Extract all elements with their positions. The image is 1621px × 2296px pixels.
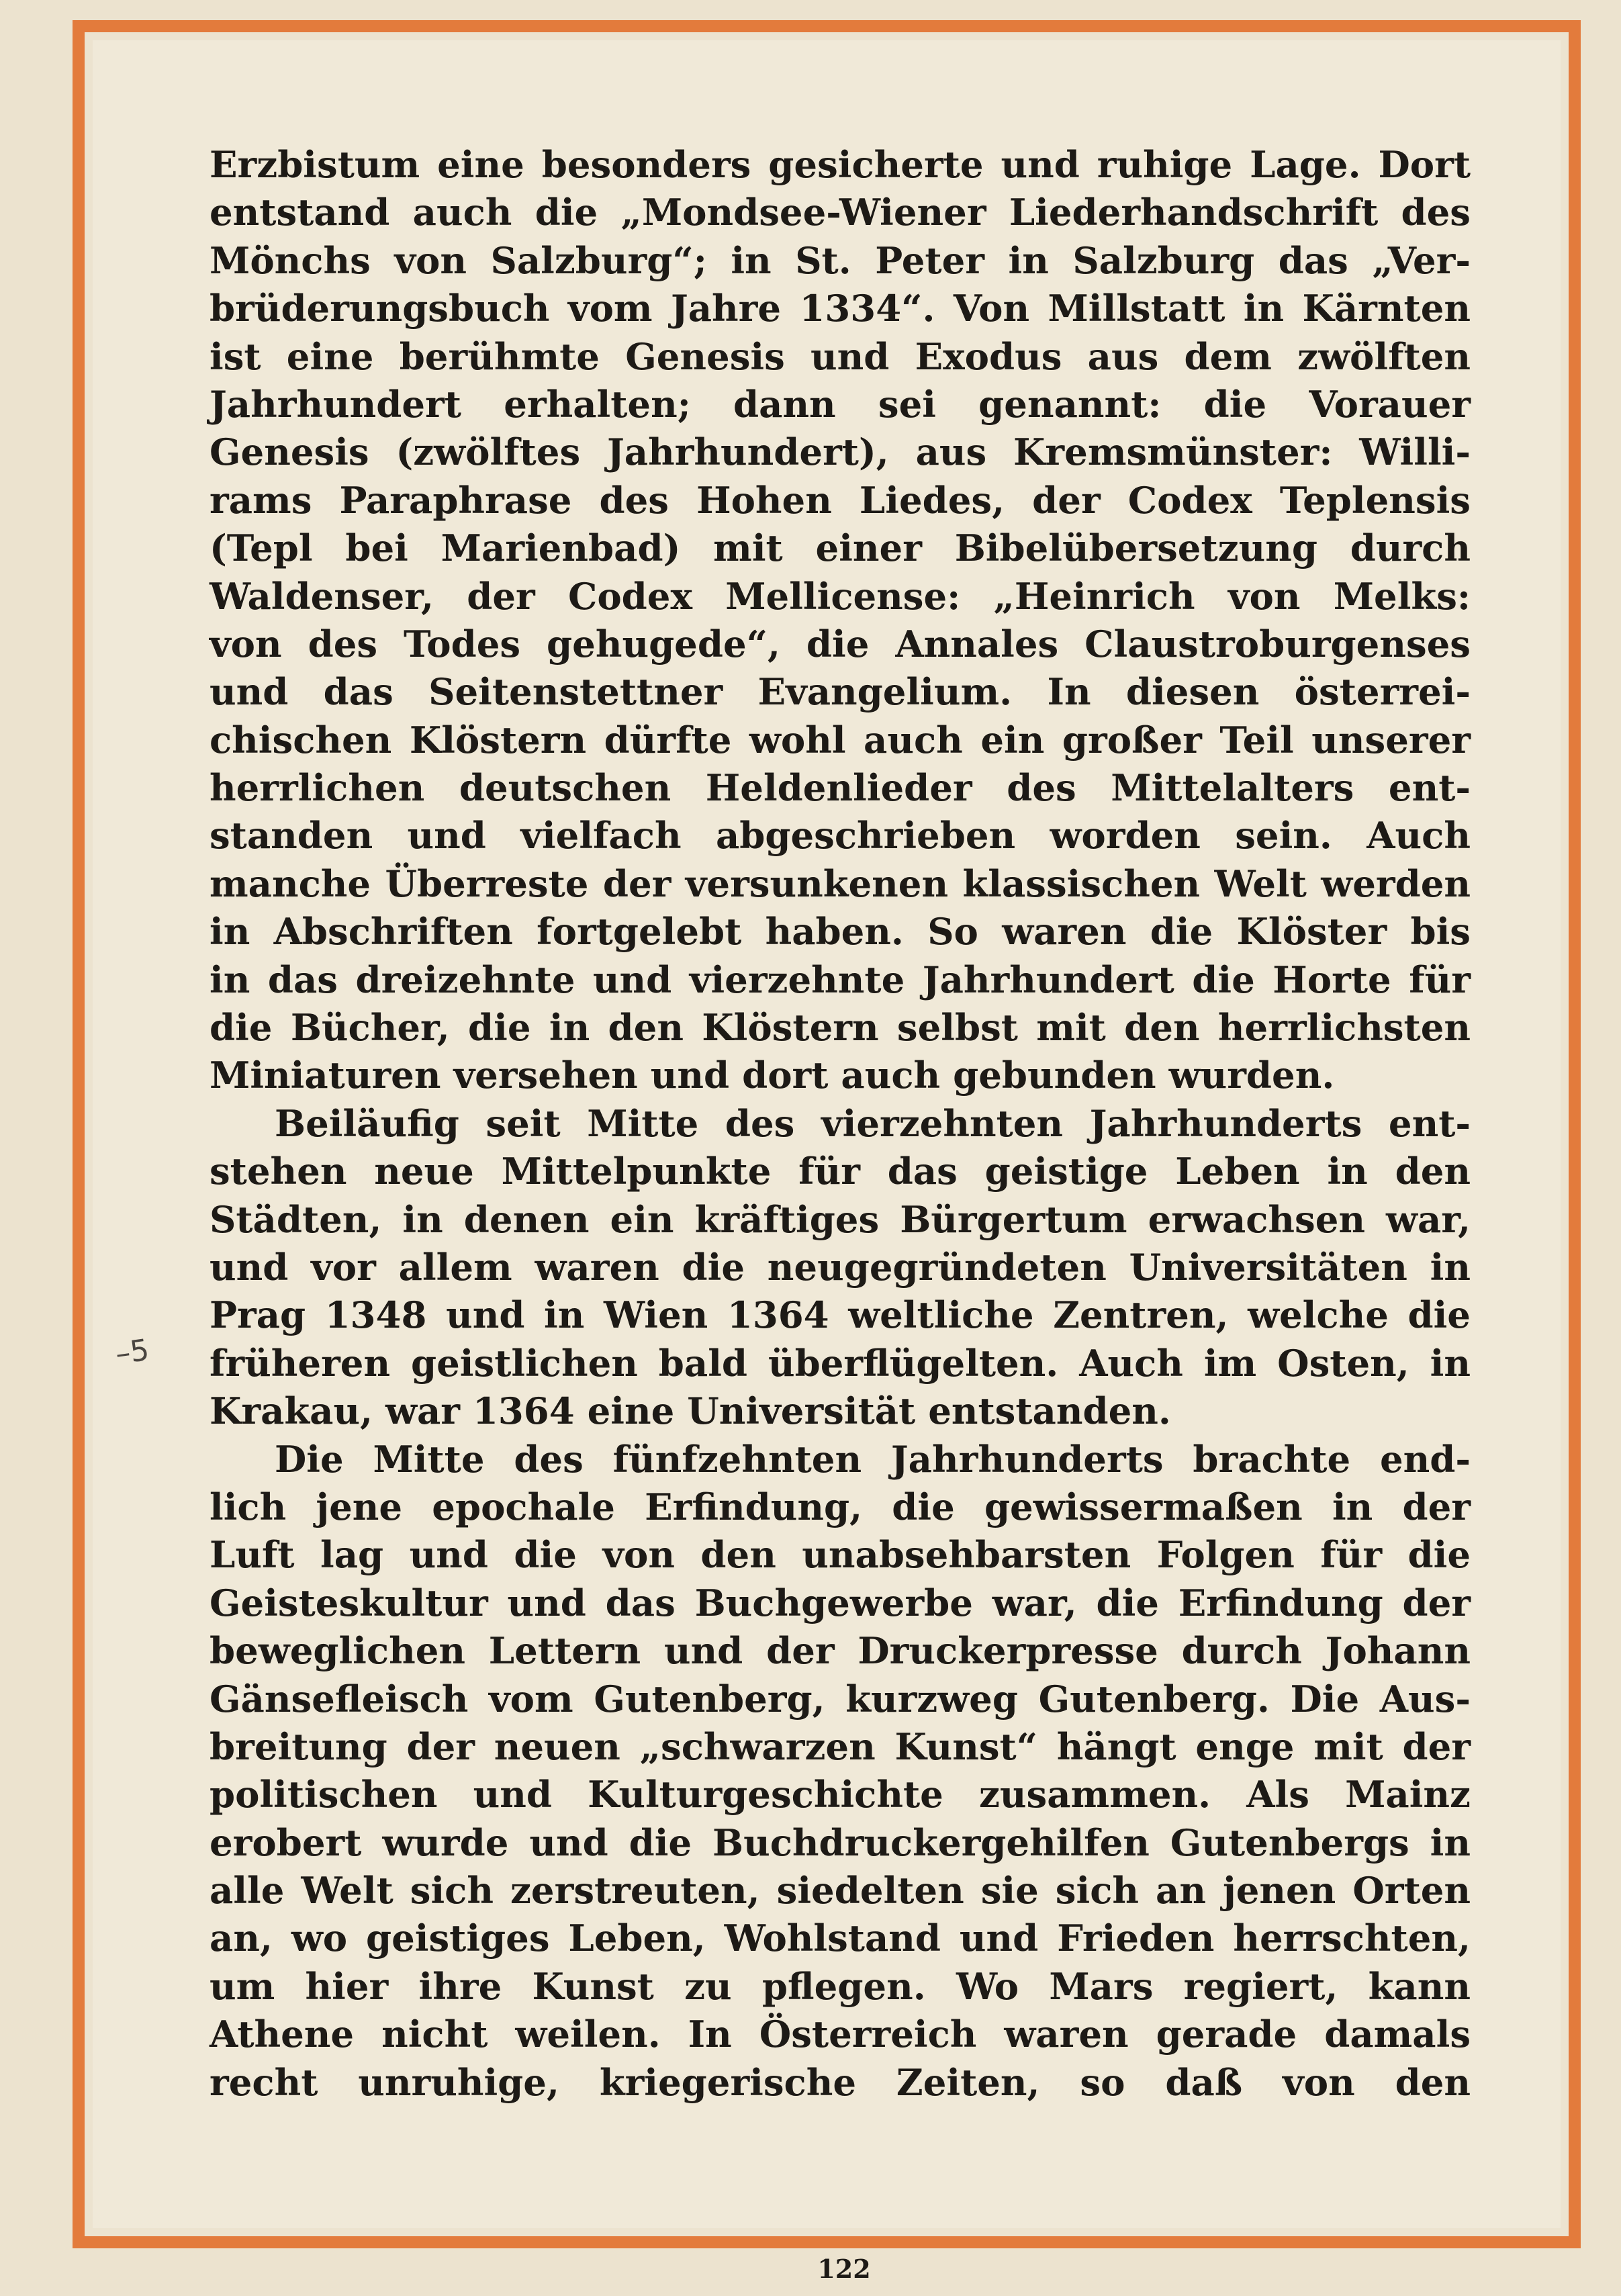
text-line: Krakau, war 1364 eine Universität entstanden. <box>210 1389 1171 1433</box>
text-line: in Abschriften fortgelebt haben. So waren die Klöster bis <box>210 910 1471 954</box>
text-line: Genesis (zwölftes Jahrhundert), aus Kremsmünster: Willi- <box>210 430 1471 474</box>
text-line: die Bücher, die in den Klöstern selbst mit den herrlichsten <box>210 1006 1471 1050</box>
body-text <box>210 141 1471 2107</box>
text-line: ist eine berühmte Genesis und Exodus aus dem zwölften <box>210 334 1471 378</box>
text-line: Die Mitte des fünfzehnten Jahrhunderts brachte end- <box>275 1437 1471 1481</box>
paragraph-1 <box>210 141 1471 1100</box>
text-line: Geisteskultur und das Buchgewerbe war, die Erfindung der <box>210 1581 1471 1624</box>
text-line: und vor allem waren die neugegründeten Universitäten in <box>210 1245 1471 1289</box>
text-line: recht unruhige, kriegerische Zeiten, so daß von den <box>210 2060 1471 2104</box>
text-line: beweglichen Lettern und der Druckerpresse durch Johann <box>210 1629 1471 1673</box>
paragraph-2 <box>210 1100 1471 1436</box>
text-line: stehen neue Mittelpunkte für das geistige Leben in den <box>210 1150 1471 1193</box>
paragraph-3 <box>210 1436 1471 2107</box>
text-line: manche Überreste der versunkenen klassischen Welt werden <box>210 862 1471 905</box>
text-line: erobert wurde und die Buchdruckergehilfen Gutenbergs in <box>210 1821 1471 1864</box>
text-line: Athene nicht weilen. In Österreich waren gerade damals <box>210 2013 1471 2056</box>
text-line: Mönchs von Salzburg“; in St. Peter in Salzburg das „Ver- <box>210 238 1471 282</box>
text-line: breitung der neuen „schwarzen Kunst“ hängt enge mit der <box>210 1725 1471 1768</box>
text-line: alle Welt sich zerstreuten, siedelten sie sich an jenen Orten <box>210 1869 1471 1913</box>
text-line: politischen und Kulturgeschichte zusammen. Als Mainz <box>210 1773 1471 1817</box>
text-line: Prag 1348 und in Wien 1364 weltliche Zentren, welche die <box>210 1293 1471 1337</box>
page-number: 122 <box>817 2254 871 2284</box>
text-line: in das dreizehnte und vierzehnte Jahrhundert die Horte für <box>210 958 1471 1001</box>
text-line: von des Todes gehugede“, die Annales Claustroburgenses <box>210 622 1471 665</box>
text-line: und das Seitenstettner Evangelium. In diesen österrei- <box>210 670 1471 714</box>
text-line: standen und vielfach abgeschrieben worden sein. Auch <box>210 814 1471 858</box>
text-line: Luft lag und die von den unabsehbarsten Folgen für die <box>210 1533 1471 1577</box>
text-line: um hier ihre Kunst zu pflegen. Wo Mars regiert, kann <box>210 1964 1471 2008</box>
text-line: lich jene epochale Erfindung, die gewissermaßen in der <box>210 1485 1471 1528</box>
text-line: Gänsefleisch vom Gutenberg, kurzweg Gutenberg. Die Aus- <box>210 1677 1471 1720</box>
text-line: brüderungsbuch vom Jahre 1334“. Von Millstatt in Kärnten <box>210 287 1471 330</box>
margin-annotation: –5 <box>113 1332 152 1372</box>
text-line: Miniaturen versehen und dort auch gebunden wurden. <box>210 1054 1335 1097</box>
text-line: früheren geistlichen bald überflügelten. Auch im Osten, in <box>210 1341 1471 1385</box>
text-line: Beiläufig seit Mitte des vierzehnten Jahrhunderts ent- <box>275 1101 1471 1145</box>
text-line: Städten, in denen ein kräftiges Bürgertum erwachsen war, <box>210 1197 1471 1241</box>
text-line: rams Paraphrase des Hohen Liedes, der Codex Teplensis <box>210 478 1471 522</box>
text-line: an, wo geistiges Leben, Wohlstand und Frieden herrschten, <box>210 1917 1471 1960</box>
text-line: Erzbistum eine besonders gesicherte und ruhige Lage. Dort <box>210 143 1471 186</box>
text-line: entstand auch die „Mondsee-Wiener Liederhandschrift des <box>210 191 1471 234</box>
text-line: Jahrhundert erhalten; dann sei genannt: die Vorauer <box>210 382 1471 426</box>
text-line: herrlichen deutschen Heldenlieder des Mittelalters ent- <box>210 766 1471 810</box>
text-line: chischen Klöstern dürfte wohl auch ein großer Teil unserer <box>210 718 1471 762</box>
text-line: Waldenser, der Codex Mellicense: „Heinrich von Melks: <box>210 574 1471 618</box>
text-line: (Tepl bei Marienbad) mit einer Bibelübersetzung durch <box>210 526 1471 570</box>
